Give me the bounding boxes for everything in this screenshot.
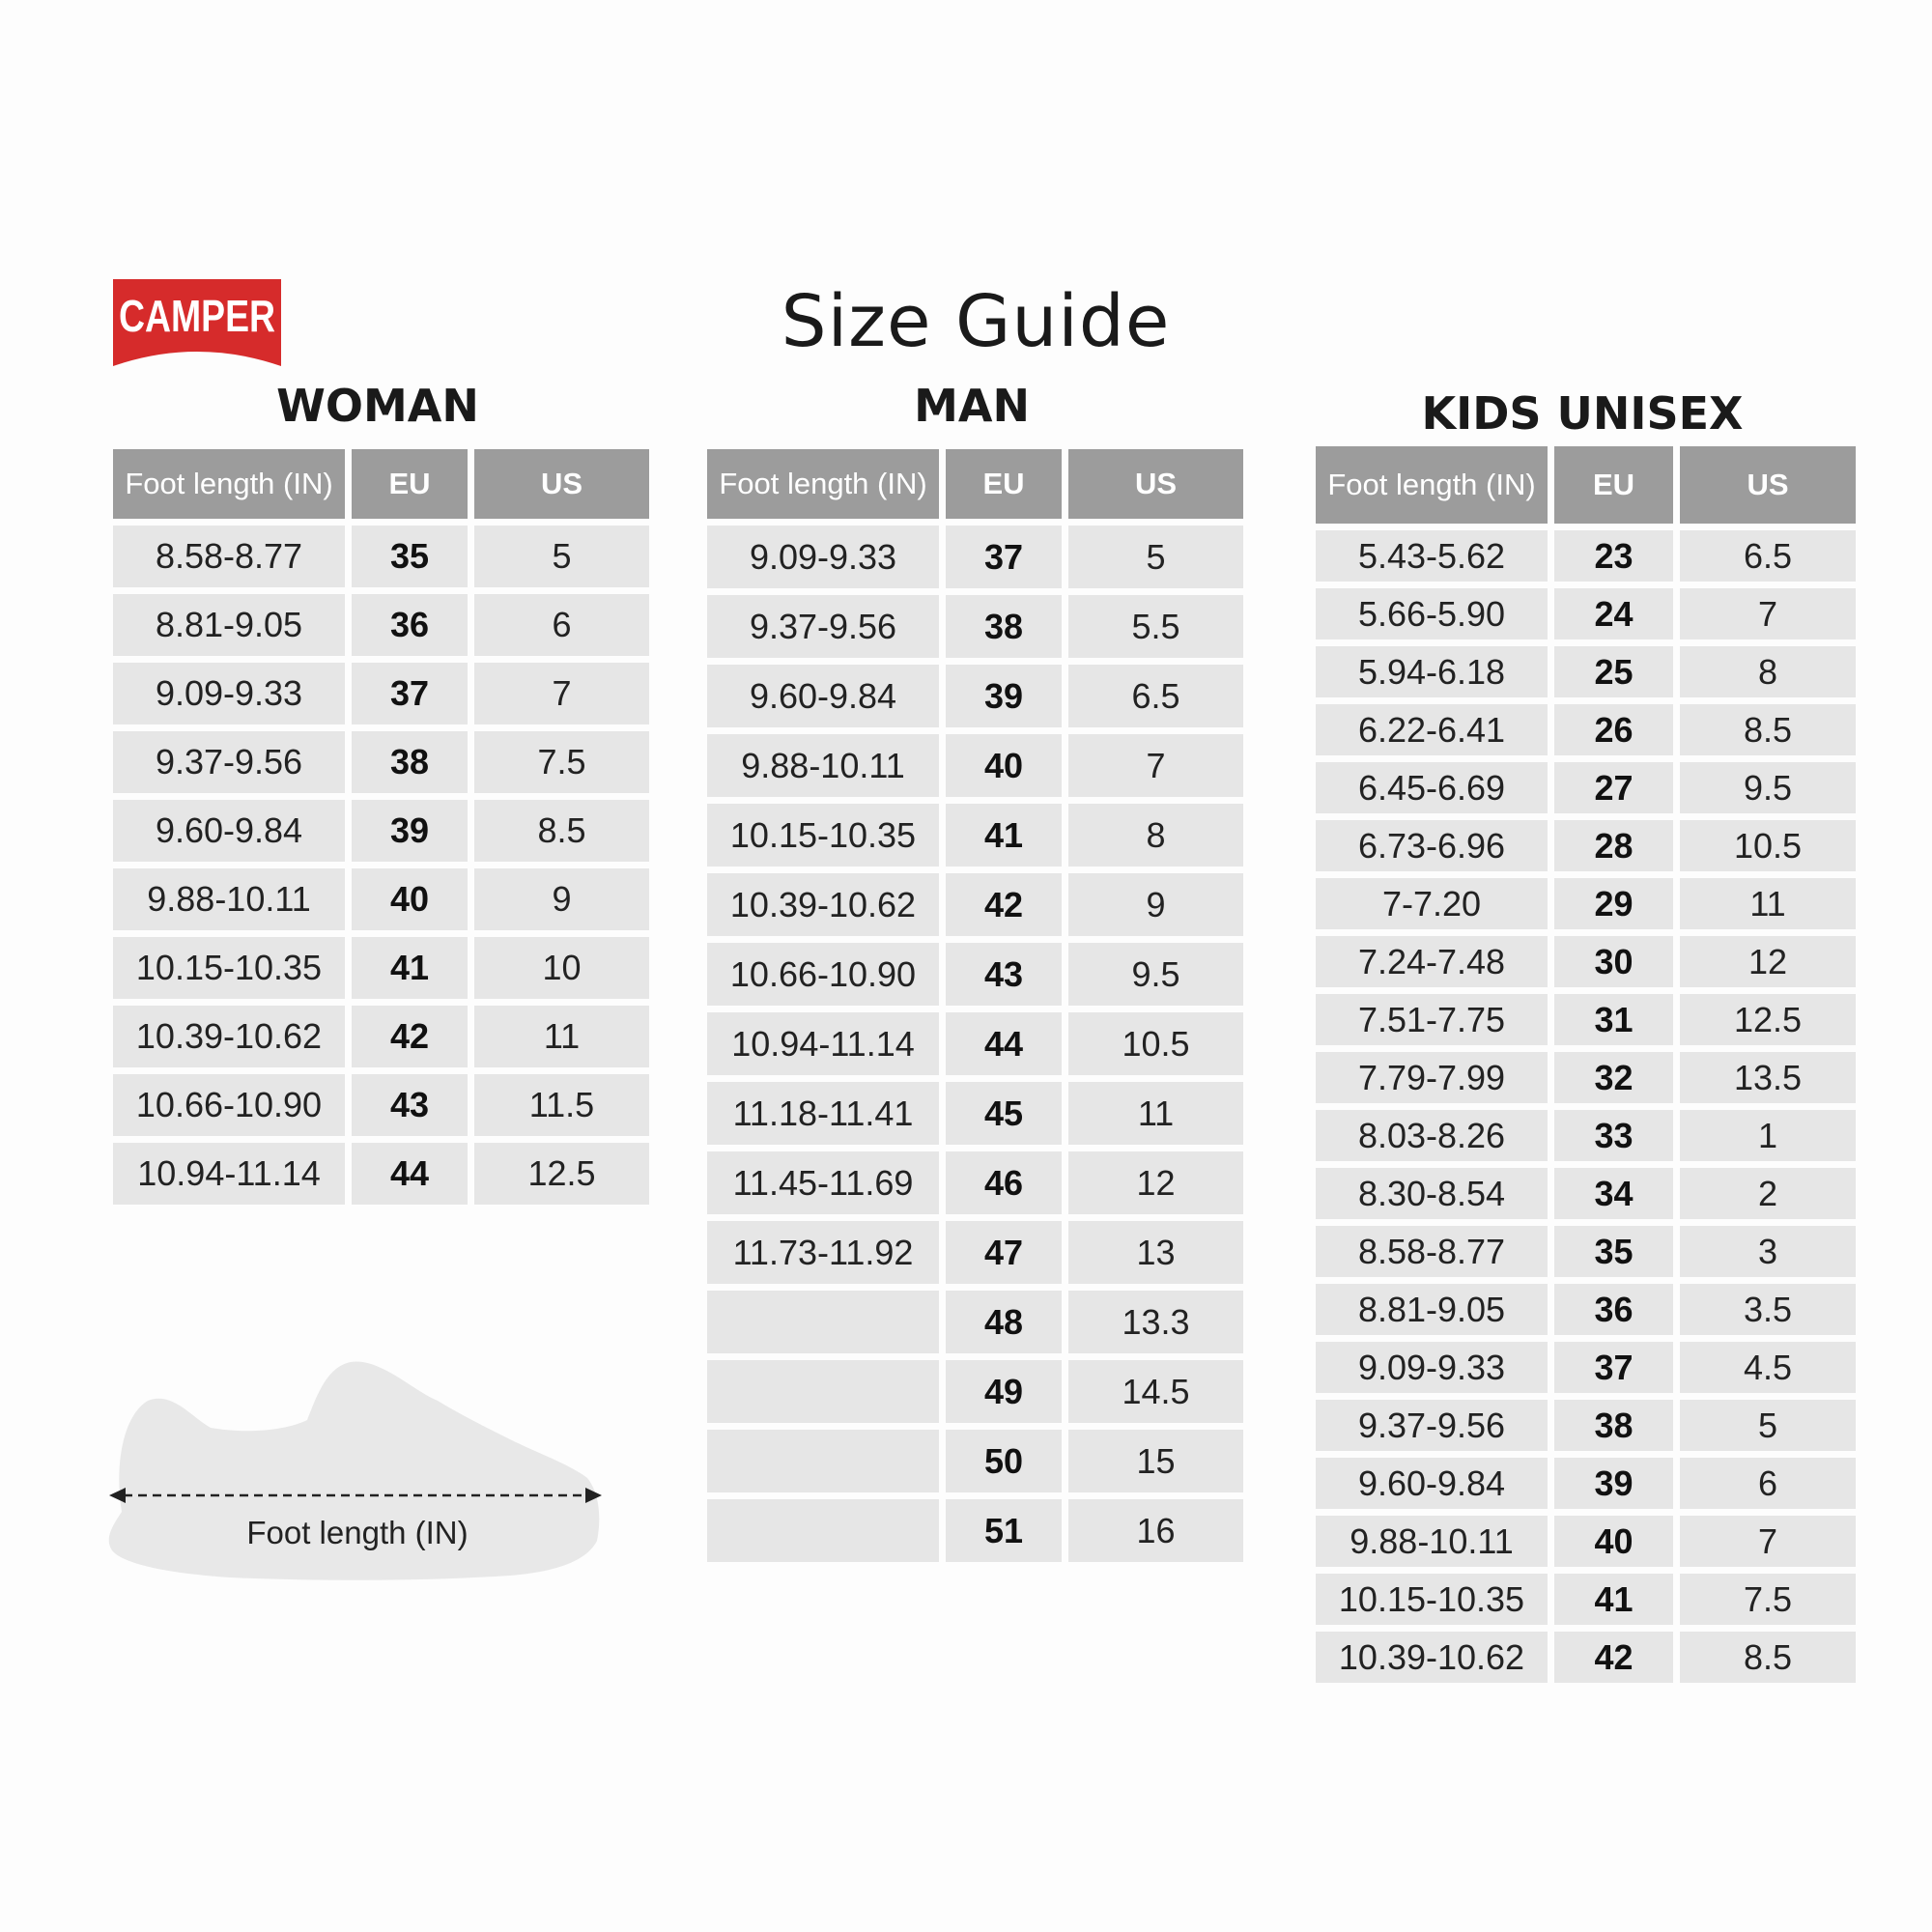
us-size-cell: 13 <box>1068 1221 1243 1284</box>
us-size-cell: 6.5 <box>1680 530 1856 582</box>
us-size-cell: 7.5 <box>474 731 649 793</box>
table-row <box>1316 1574 1856 1625</box>
us-size-cell: 3 <box>1680 1226 1856 1277</box>
foot-length-cell: 9.60-9.84 <box>1316 1458 1548 1509</box>
foot-length-cell: 9.37-9.56 <box>1316 1400 1548 1451</box>
woman-table-body <box>113 526 649 1205</box>
us-size-cell: 8 <box>1680 646 1856 697</box>
us-size-cell: 12 <box>1068 1151 1243 1214</box>
us-size-cell: 10.5 <box>1680 820 1856 871</box>
eu-size-cell: 40 <box>946 734 1062 797</box>
us-size-cell: 9.5 <box>1068 943 1243 1006</box>
eu-size-cell: 42 <box>1554 1632 1673 1683</box>
shoe-foot-length-label: Foot length (IN) <box>246 1515 469 1550</box>
eu-size-cell: 32 <box>1554 1052 1673 1103</box>
table-row <box>113 1006 649 1067</box>
us-size-cell: 9.5 <box>1680 762 1856 813</box>
table-row <box>1316 1400 1856 1451</box>
header-foot-length: Foot length (IN) <box>1316 446 1548 524</box>
eu-size-cell: 51 <box>946 1499 1062 1562</box>
table-row <box>707 526 1243 588</box>
foot-length-cell <box>707 1430 939 1492</box>
eu-size-cell: 44 <box>352 1143 468 1205</box>
eu-size-cell: 41 <box>946 804 1062 867</box>
table-row <box>1316 820 1856 871</box>
table-row <box>1316 1284 1856 1335</box>
table-row <box>1316 762 1856 813</box>
svg-text:CAMPER: CAMPER <box>119 291 275 341</box>
eu-size-cell: 35 <box>1554 1226 1673 1277</box>
man-size-table <box>700 442 1250 1569</box>
foot-length-cell: 9.60-9.84 <box>113 800 345 862</box>
foot-length-cell: 10.15-10.35 <box>113 937 345 999</box>
eu-size-cell: 26 <box>1554 704 1673 755</box>
us-size-cell: 7.5 <box>1680 1574 1856 1625</box>
us-size-cell: 8 <box>1068 804 1243 867</box>
woman-size-table <box>106 442 656 1211</box>
us-size-cell: 12.5 <box>1680 994 1856 1045</box>
eu-size-cell: 44 <box>946 1012 1062 1075</box>
foot-length-cell: 9.88-10.11 <box>707 734 939 797</box>
foot-length-cell: 5.66-5.90 <box>1316 588 1548 639</box>
us-size-cell: 6.5 <box>1068 665 1243 727</box>
eu-size-cell: 35 <box>352 526 468 587</box>
foot-length-cell: 8.81-9.05 <box>113 594 345 656</box>
foot-length-cell: 9.09-9.33 <box>707 526 939 588</box>
us-size-cell: 11 <box>1068 1082 1243 1145</box>
foot-length-cell: 6.22-6.41 <box>1316 704 1548 755</box>
foot-length-cell: 8.03-8.26 <box>1316 1110 1548 1161</box>
kids-size-table <box>1309 440 1862 1690</box>
foot-length-cell: 9.09-9.33 <box>1316 1342 1548 1393</box>
page-title: Size Guide <box>781 280 1171 363</box>
header-foot-length: Foot length (IN) <box>707 449 939 519</box>
table-row <box>707 1151 1243 1214</box>
foot-length-cell <box>707 1499 939 1562</box>
foot-length-cell: 10.39-10.62 <box>113 1006 345 1067</box>
us-size-cell: 7 <box>1068 734 1243 797</box>
man-table-body <box>707 526 1243 1562</box>
table-row <box>707 595 1243 658</box>
table-row <box>1316 1458 1856 1509</box>
foot-length-cell: 9.37-9.56 <box>113 731 345 793</box>
table-row <box>707 665 1243 727</box>
table-row <box>1316 588 1856 639</box>
foot-length-cell: 10.66-10.90 <box>113 1074 345 1136</box>
eu-size-cell: 31 <box>1554 994 1673 1045</box>
table-row <box>113 1074 649 1136</box>
us-size-cell: 15 <box>1068 1430 1243 1492</box>
table-row <box>1316 530 1856 582</box>
eu-size-cell: 37 <box>352 663 468 724</box>
kids-section-title: KIDS UNISEX <box>1421 387 1744 440</box>
table-row <box>707 943 1243 1006</box>
us-size-cell: 7 <box>474 663 649 724</box>
eu-size-cell: 36 <box>352 594 468 656</box>
table-row <box>1316 878 1856 929</box>
table-row <box>113 868 649 930</box>
foot-length-cell: 8.81-9.05 <box>1316 1284 1548 1335</box>
foot-length-cell: 9.60-9.84 <box>707 665 939 727</box>
eu-size-cell: 38 <box>352 731 468 793</box>
table-row <box>1316 1516 1856 1567</box>
foot-length-cell: 7.24-7.48 <box>1316 936 1548 987</box>
foot-length-cell: 9.37-9.56 <box>707 595 939 658</box>
table-row <box>113 1143 649 1205</box>
us-size-cell: 9 <box>474 868 649 930</box>
us-size-cell: 2 <box>1680 1168 1856 1219</box>
woman-section-title: WOMAN <box>276 380 479 432</box>
us-size-cell: 12 <box>1680 936 1856 987</box>
camper-logo <box>109 277 285 366</box>
us-size-cell: 6 <box>1680 1458 1856 1509</box>
foot-length-cell: 7.79-7.99 <box>1316 1052 1548 1103</box>
us-size-cell: 6 <box>474 594 649 656</box>
eu-size-cell: 40 <box>352 868 468 930</box>
us-size-cell: 4.5 <box>1680 1342 1856 1393</box>
foot-length-cell: 10.15-10.35 <box>1316 1574 1548 1625</box>
us-size-cell: 1 <box>1680 1110 1856 1161</box>
table-row <box>1316 1110 1856 1161</box>
foot-length-cell: 5.94-6.18 <box>1316 646 1548 697</box>
table-row <box>113 937 649 999</box>
table-row <box>707 734 1243 797</box>
eu-size-cell: 38 <box>946 595 1062 658</box>
eu-size-cell: 41 <box>352 937 468 999</box>
foot-length-cell: 6.73-6.96 <box>1316 820 1548 871</box>
table-row <box>707 1291 1243 1353</box>
foot-length-cell: 10.15-10.35 <box>707 804 939 867</box>
foot-length-cell: 5.43-5.62 <box>1316 530 1548 582</box>
us-size-cell: 12.5 <box>474 1143 649 1205</box>
foot-length-cell: 10.94-11.14 <box>113 1143 345 1205</box>
table-row <box>707 1430 1243 1492</box>
foot-length-cell: 8.58-8.77 <box>113 526 345 587</box>
us-size-cell: 5.5 <box>1068 595 1243 658</box>
eu-size-cell: 30 <box>1554 936 1673 987</box>
table-row <box>113 800 649 862</box>
table-row <box>1316 1052 1856 1103</box>
foot-length-cell: 9.88-10.11 <box>1316 1516 1548 1567</box>
table-row <box>113 663 649 724</box>
table-row <box>707 804 1243 867</box>
eu-size-cell: 39 <box>946 665 1062 727</box>
table-row <box>1316 704 1856 755</box>
us-size-cell: 8.5 <box>1680 1632 1856 1683</box>
table-row <box>113 594 649 656</box>
eu-size-cell: 37 <box>946 526 1062 588</box>
eu-size-cell: 50 <box>946 1430 1062 1492</box>
us-size-cell: 16 <box>1068 1499 1243 1562</box>
foot-length-cell <box>707 1360 939 1423</box>
foot-length-cell: 7.51-7.75 <box>1316 994 1548 1045</box>
shoe-illustration <box>104 1357 607 1594</box>
table-row <box>707 873 1243 936</box>
arrow-left-icon <box>109 1488 126 1503</box>
us-size-cell: 11 <box>1680 878 1856 929</box>
us-size-cell: 8.5 <box>1680 704 1856 755</box>
table-row <box>707 1360 1243 1423</box>
eu-size-cell: 41 <box>1554 1574 1673 1625</box>
foot-length-cell: 11.18-11.41 <box>707 1082 939 1145</box>
table-row <box>707 1082 1243 1145</box>
eu-size-cell: 25 <box>1554 646 1673 697</box>
foot-length-cell: 8.30-8.54 <box>1316 1168 1548 1219</box>
table-row <box>1316 1226 1856 1277</box>
eu-size-cell: 43 <box>352 1074 468 1136</box>
table-row <box>113 731 649 793</box>
eu-size-cell: 38 <box>1554 1400 1673 1451</box>
foot-length-cell: 9.88-10.11 <box>113 868 345 930</box>
foot-length-cell: 11.45-11.69 <box>707 1151 939 1214</box>
foot-length-cell: 6.45-6.69 <box>1316 762 1548 813</box>
table-row <box>707 1221 1243 1284</box>
us-size-cell: 7 <box>1680 588 1856 639</box>
us-size-cell: 14.5 <box>1068 1360 1243 1423</box>
us-size-cell: 11.5 <box>474 1074 649 1136</box>
eu-size-cell: 49 <box>946 1360 1062 1423</box>
eu-size-cell: 27 <box>1554 762 1673 813</box>
foot-length-cell: 10.39-10.62 <box>1316 1632 1548 1683</box>
foot-length-cell: 8.58-8.77 <box>1316 1226 1548 1277</box>
us-size-cell: 7 <box>1680 1516 1856 1567</box>
us-size-cell: 10 <box>474 937 649 999</box>
header-eu: EU <box>946 449 1062 519</box>
table-row <box>113 526 649 587</box>
foot-length-cell: 9.09-9.33 <box>113 663 345 724</box>
eu-size-cell: 42 <box>352 1006 468 1067</box>
us-size-cell: 5 <box>1068 526 1243 588</box>
us-size-cell: 5 <box>474 526 649 587</box>
eu-size-cell: 48 <box>946 1291 1062 1353</box>
table-row <box>1316 1168 1856 1219</box>
header-us: US <box>1068 449 1243 519</box>
eu-size-cell: 39 <box>352 800 468 862</box>
eu-size-cell: 28 <box>1554 820 1673 871</box>
us-size-cell: 13.5 <box>1680 1052 1856 1103</box>
table-row <box>707 1499 1243 1562</box>
us-size-cell: 13.3 <box>1068 1291 1243 1353</box>
table-row <box>1316 1632 1856 1683</box>
table-row <box>1316 994 1856 1045</box>
us-size-cell: 3.5 <box>1680 1284 1856 1335</box>
eu-size-cell: 24 <box>1554 588 1673 639</box>
man-section-title: MAN <box>914 380 1030 432</box>
header-us: US <box>1680 446 1856 524</box>
table-row <box>707 1012 1243 1075</box>
foot-length-cell: 10.94-11.14 <box>707 1012 939 1075</box>
header-eu: EU <box>1554 446 1673 524</box>
us-size-cell: 10.5 <box>1068 1012 1243 1075</box>
eu-size-cell: 40 <box>1554 1516 1673 1567</box>
us-size-cell: 11 <box>474 1006 649 1067</box>
eu-size-cell: 47 <box>946 1221 1062 1284</box>
foot-length-cell: 10.39-10.62 <box>707 873 939 936</box>
us-size-cell: 8.5 <box>474 800 649 862</box>
us-size-cell: 5 <box>1680 1400 1856 1451</box>
eu-size-cell: 42 <box>946 873 1062 936</box>
foot-length-cell <box>707 1291 939 1353</box>
eu-size-cell: 33 <box>1554 1110 1673 1161</box>
eu-size-cell: 45 <box>946 1082 1062 1145</box>
eu-size-cell: 23 <box>1554 530 1673 582</box>
eu-size-cell: 37 <box>1554 1342 1673 1393</box>
header-eu: EU <box>352 449 468 519</box>
foot-length-cell: 10.66-10.90 <box>707 943 939 1006</box>
eu-size-cell: 29 <box>1554 878 1673 929</box>
foot-length-cell: 7-7.20 <box>1316 878 1548 929</box>
table-row <box>1316 936 1856 987</box>
header-foot-length: Foot length (IN) <box>113 449 345 519</box>
eu-size-cell: 39 <box>1554 1458 1673 1509</box>
eu-size-cell: 36 <box>1554 1284 1673 1335</box>
eu-size-cell: 34 <box>1554 1168 1673 1219</box>
eu-size-cell: 46 <box>946 1151 1062 1214</box>
table-row <box>1316 646 1856 697</box>
kids-table-body <box>1316 530 1856 1683</box>
us-size-cell: 9 <box>1068 873 1243 936</box>
foot-length-cell: 11.73-11.92 <box>707 1221 939 1284</box>
eu-size-cell: 43 <box>946 943 1062 1006</box>
header-us: US <box>474 449 649 519</box>
table-row <box>1316 1342 1856 1393</box>
